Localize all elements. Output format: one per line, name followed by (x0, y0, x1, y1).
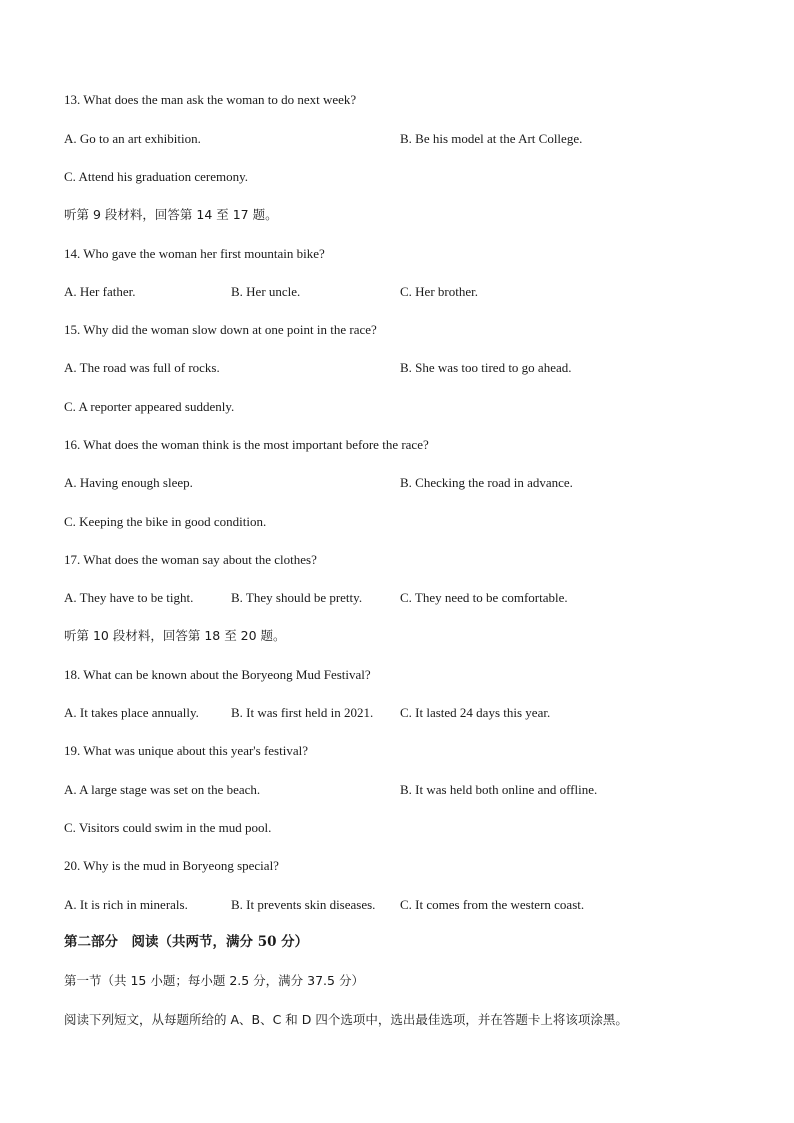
q17-option-c: C. They need to be comfortable. (400, 590, 568, 605)
q19-option-a: A. A large stage was set on the beach. (64, 782, 261, 797)
q15-option-a: A. The road was full of rocks. (64, 360, 220, 375)
q19-option-c: C. Visitors could swim in the mud pool. (64, 820, 272, 835)
question-20: 20. Why is the mud in Boryeong special? (64, 858, 279, 873)
q17-option-b: B. They should be pretty. (231, 590, 363, 605)
q15-option-b: B. She was too tired to go ahead. (400, 360, 572, 375)
q13-option-b: B. Be his model at the Art College. (400, 131, 583, 146)
q16-option-a: A. Having enough sleep. (64, 475, 193, 490)
q18-option-b: B. It was first held in 2021. (231, 705, 374, 720)
q20-option-a: A. It is rich in minerals. (64, 897, 188, 912)
q20-option-b: B. It prevents skin diseases. (231, 897, 376, 912)
q14-option-a: A. Her father. (64, 284, 136, 299)
question-19: 19. What was unique about this year's festival? (64, 743, 308, 758)
question-14: 14. Who gave the woman her first mountain bike? (64, 246, 325, 261)
q16-option-c: C. Keeping the bike in good condition. (64, 514, 267, 529)
q20-option-c: C. It comes from the western coast. (400, 897, 585, 912)
question-13: 13. What does the man ask the woman to do next week? (64, 92, 357, 107)
q16-option-b: B. Checking the road in advance. (400, 475, 573, 490)
question-17: 17. What does the woman say about the clothes? (64, 552, 317, 567)
question-15: 15. Why did the woman slow down at one point in the race? (64, 322, 377, 337)
q19-option-b: B. It was held both online and offline. (400, 782, 598, 797)
q13-option-a: A. Go to an art exhibition. (64, 131, 201, 146)
question-18: 18. What can be known about the Boryeong Mud Festival? (64, 667, 371, 682)
q15-option-c: C. A reporter appeared suddenly. (64, 399, 235, 414)
section-9-instruction: 听第 9 段材料，回答第 14 至 17 题。 (64, 207, 278, 222)
q18-option-c: C. It lasted 24 days this year. (400, 705, 551, 720)
q14-option-b: B. Her uncle. (231, 284, 301, 299)
part-2-subheading: 第一节（共 15 小题；每小题 2.5 分，满分 37.5 分） (64, 973, 364, 988)
question-16: 16. What does the woman think is the most important before the race? (64, 437, 429, 452)
q18-option-a: A. It takes place annually. (64, 705, 199, 720)
section-10-instruction: 听第 10 段材料，回答第 18 至 20 题。 (64, 628, 286, 643)
q14-option-c: C. Her brother. (400, 284, 478, 299)
reading-directions: 阅读下列短文，从每题所给的 A、B、C 和 D 四个选项中，选出最佳选项，并在答题卡上将该项涂黑。 (64, 1012, 628, 1027)
q13-option-c: C. Attend his graduation ceremony. (64, 169, 249, 184)
q17-option-a: A. They have to be tight. (64, 590, 194, 605)
part-2-heading: 第二部分 阅读（共两节，满分 50 分） (64, 934, 309, 950)
